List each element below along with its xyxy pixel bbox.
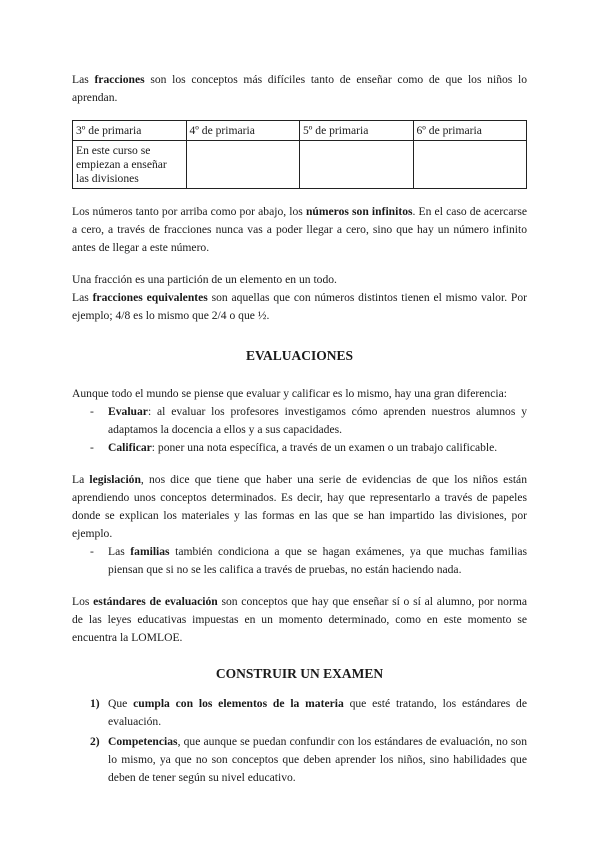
fraction-definition: Una fracción es una partición de un elemento en un todo. <box>72 273 337 286</box>
text-run: , que aunque se puedan confundir con los estándares de evaluación, no son lo mismo, ya que no son conceptos que deben aprender los niños, sino habilidades que deben de tener según su nivel educativo. <box>108 735 527 784</box>
text-run: : poner una nota específica, a través de un examen o un trabajo calificable. <box>151 441 498 454</box>
dash-bullet: - <box>90 405 94 418</box>
term-calificar: Calificar <box>108 441 152 454</box>
spacer <box>72 647 527 665</box>
table-header-cell: 4º de primaria <box>186 121 300 141</box>
text-run: , nos dice que tiene que haber una serie de evidencias de que los niños están aprendiendo unos conceptos determinados. Es decir, hay que representarlo a través de papeles donde se explican los materiales y las formas en las que se han impartido las divisiones, por ejemplo. <box>72 473 527 540</box>
list-item <box>72 543 527 579</box>
dash-bullet: - <box>90 441 94 454</box>
familias-list <box>72 543 527 579</box>
spacer <box>72 189 527 203</box>
text-run: que esté tratando, los estándares de evaluación. <box>108 697 527 728</box>
list-item <box>72 403 527 439</box>
section-heading-evaluaciones: EVALUACIONES <box>245 348 354 363</box>
table-header-cell: 5º de primaria <box>300 121 414 141</box>
table-header-cell: 6º de primaria <box>413 121 527 141</box>
table-header-row <box>73 121 527 141</box>
spacer <box>72 365 527 385</box>
evaluar-calificar-list <box>72 403 527 457</box>
legislacion-paragraph <box>72 471 527 543</box>
equivalent-fractions-paragraph <box>72 289 527 325</box>
spacer <box>72 683 527 695</box>
term-familias: familias <box>130 545 170 558</box>
table-cell <box>300 141 414 189</box>
spacer <box>72 325 527 347</box>
table-cell <box>186 141 300 189</box>
evaluaciones-intro: Aunque todo el mundo se piense que evaluar y calificar es lo mismo, hay una gran diferencia: <box>72 387 507 400</box>
term-estandares: estándares de evaluación <box>93 595 218 608</box>
text-run: Los <box>72 595 94 608</box>
term-evaluar: Evaluar <box>108 405 148 418</box>
examen-list <box>72 695 527 787</box>
text-run: La <box>72 473 90 486</box>
list-item <box>72 695 527 731</box>
text-run: son los conceptos más difíciles tanto de enseñar como de que los niños lo aprendan. <box>72 73 528 104</box>
text-run: son conceptos que hay que enseñar sí o sí al alumno, por norma de las leyes educativas impuestas en un momento determinado, como en este momento se encuentra la LOMLOE. <box>72 595 527 644</box>
term-fracciones-equivalentes: fracciones equivalentes <box>92 291 208 304</box>
term-competencias: Competencias <box>108 735 178 748</box>
term-fracciones: fracciones <box>94 73 145 86</box>
text-run: . En el caso de acercarse a cero, a través de fracciones nunca vas a poder llegar a cero, sino que hay un número infinito antes de llegar a este número. <box>72 205 527 254</box>
term-cumpla: cumpla con los elementos de la materia <box>133 697 344 710</box>
table-header-cell: 3º de primaria <box>73 121 187 141</box>
text-run: Las <box>108 545 131 558</box>
document-body <box>72 71 527 789</box>
text-run: Que <box>108 697 134 710</box>
text-run: también condiciona a que se hagan exámenes, ya que muchas familias piensan que si no se les califica a través de pruebas, no están haciendo nada. <box>108 545 527 576</box>
spacer <box>72 457 527 471</box>
section-heading-construir-examen: CONSTRUIR UN EXAMEN <box>215 666 384 681</box>
grades-table <box>72 120 527 189</box>
estandares-paragraph <box>72 593 527 647</box>
list-number: 1) <box>90 697 100 710</box>
text-run: Las <box>72 291 93 304</box>
term-legislacion: legislación <box>89 473 141 486</box>
text-run: Los números tanto por arriba como por abajo, los <box>72 205 306 218</box>
spacer <box>72 579 527 593</box>
list-item <box>72 733 527 787</box>
list-item <box>72 439 527 457</box>
numbers-paragraph <box>72 203 527 257</box>
table-row <box>73 141 527 189</box>
list-number: 2) <box>90 735 100 748</box>
text-run: : al evaluar los profesores investigamos cómo aprenden nuestros alumnos y adaptamos la docencia a ellos y a sus capacidades. <box>108 405 527 436</box>
term-numeros-infinitos: números son infinitos <box>305 205 413 218</box>
text-run: Las <box>72 73 95 86</box>
table-cell <box>413 141 527 189</box>
dash-bullet: - <box>90 545 94 558</box>
spacer <box>72 257 527 271</box>
intro-paragraph <box>72 71 527 107</box>
table-cell: En este curso se empiezan a enseñar las divisiones <box>73 141 187 189</box>
text-run: son aquellas que con números distintos tienen el mismo valor. Por ejemplo; 4/8 es lo mismo que 2/4 o que ½. <box>72 291 528 322</box>
